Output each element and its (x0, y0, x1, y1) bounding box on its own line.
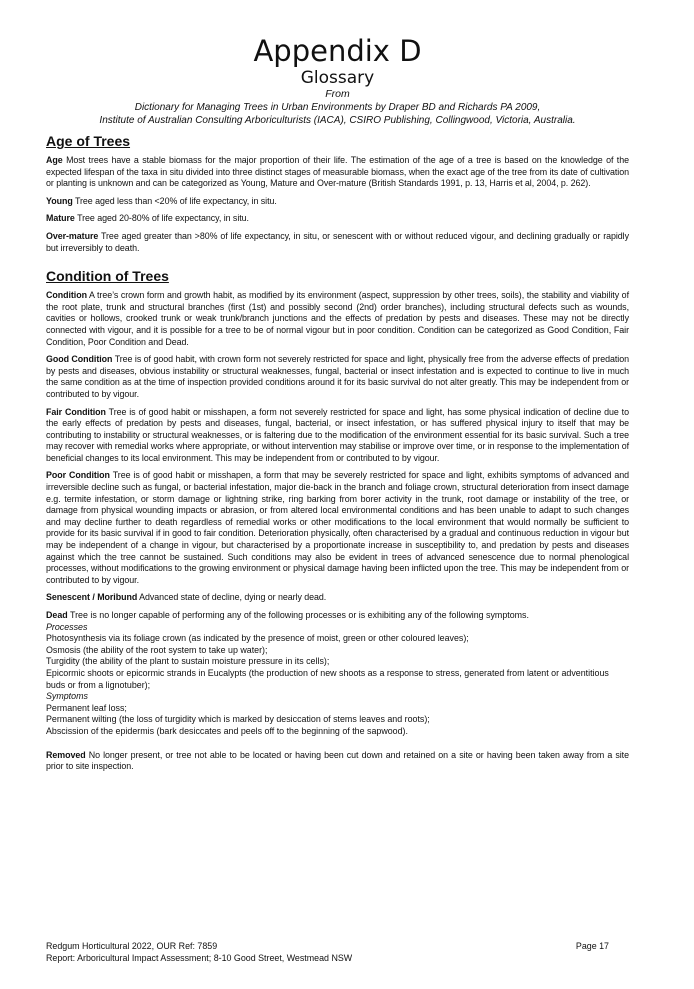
process-item: Turgidity (the ability of the plant to sustain moisture pressure in its cells); (46, 656, 330, 667)
page-footer (46, 940, 609, 964)
definition-good-condition: Tree is of good habit, with crown form not severely restricted for space and light, physically free from the adverse effects of predation by pests and diseases, obvious instability or structural weaknesses, fungal, bacterial or insect infestation and is expected to continue to live in much the same condition as at the time of inspection provided conditions around it for its basic survival do not alter greatly. This may be independent from or contributed to by vigour. (46, 354, 629, 399)
definition-age: Most trees have a stable biomass for the major proportion of their life. The estimation of the age of a tree is based on the knowledge of the expected lifespan of the taxa in situ divided into three distinct stages of measurable biomass, when the exact age of the tree from its date of cultivation or planting is unknown and can be categorized as Young, Mature and Over-mature (British Standards 1991, p. 13, Harris et al, 2004, p. 262). (46, 155, 629, 189)
definition-condition: A tree’s crown form and growth habit, as modified by its environment (aspect, suppression by other trees, soils), the stability and viability of the root plate, trunk and structural branches (first (1st) and possibly second (2nd) order branches), including structural defects such as wounds, cavities or hollows, crooked trunk or weak trunk/branch junctions and the effects of predation by pests and diseases. These may not be directly connected with vigour, and it is possible for a tree to be of normal vigour but in poor condition. Condition can be categorized as Good Condition, Fair Condition, Poor Condition and Dead. (46, 290, 629, 347)
term-removed: Removed (46, 749, 86, 760)
section-heading-age: Age of Trees (46, 133, 131, 149)
term-dead: Dead (46, 610, 68, 620)
glossary-entry-fair-condition (46, 407, 629, 465)
glossary-entry-mature (46, 213, 629, 225)
footer-row (46, 940, 609, 952)
process-item: Epicormic shoots or epicormic strands in Eucalypts (the production of new shoots as a response to stress, generated from latent or adventitious buds or from a lignotuber); (46, 667, 609, 690)
term-fair-condition: Fair Condition (46, 406, 106, 417)
source-from-label: From (325, 88, 350, 100)
glossary-entry-poor-condition (46, 470, 629, 586)
term-condition: Condition (46, 290, 87, 301)
glossary-entry-young (46, 196, 629, 208)
term-mature: Mature (46, 213, 75, 224)
definition-senescent: Advanced state of decline, dying or nearly dead. (139, 592, 327, 603)
definition-dead: Tree is no longer capable of performing any of the following processes or is exhibiting any of the following symptoms. (70, 610, 529, 620)
page-subtitle: Glossary (300, 68, 375, 88)
glossary-entry-removed (46, 750, 629, 773)
footer-company-ref: Redgum Horticultural 2022, OUR Ref: 7859 (46, 941, 218, 951)
section-heading-condition: Condition of Trees (46, 268, 169, 285)
definition-poor-condition: Tree is of good habit or misshapen, a form that may be severely restricted for space and light, exhibits symptoms of advanced and irreversible decline such as fungal, or bacterial infestation, major die-back in the branch and foliage crown, structural deterioration from insect damage e.g. termite infestation, or storm damage or lightning strike, ring barking from borer activity in the trunk, root damage or instability of the tree, or damage from physical wounding impacts or abrasion, or from altered local environmental conditions and has been unable to adapt to such changes and may decline further to death regardless of remedial works or other modifications to the local environment that would normally be sufficient to provide for its basic survival if in good to fair condition. Deterioration physically, often characterised by a gradual and continuous reduction in vigour but may be independent of a change in vigour, but characterised by a proportionate increase in susceptibility to, and predation by pests and diseases against which the tree cannot be sustained. Such conditions may also be evident in trees of advanced senescence due to normal phenological processes, without modifications to the growing environment or physical damage having been inflicted upon the tree. This may be independent from or contributed to by vigour. (46, 470, 629, 585)
process-item: Photosynthesis via its foliage crown (as indicated by the presence of moist, green or other coloured leaves); (46, 633, 469, 644)
definition-mature: Tree aged 20-80% of life expectancy, in situ. (77, 213, 249, 224)
glossary-entry-good-condition (46, 354, 629, 400)
glossary-entry-age (46, 155, 629, 190)
source-citation-line-1: Dictionary for Managing Trees in Urban Environments by Draper BD and Richards PA 2009, (134, 102, 541, 113)
symptom-item: Permanent wilting (the loss of turgidity which is marked by desiccation of stems leaves and roots); (46, 714, 430, 725)
term-age: Age (46, 155, 63, 165)
definition-fair-condition: Tree is of good habit or misshapen, a form not severely restricted for space and light, has some physical indication of decline due to the early effects of predation by pests and diseases, fungal, bacterial, or insect infestation, or has suffered physical injury to itself that may be contributing to instability or structural weaknesses, or is faltering due to the modification of the environment essential for its basic survival. Such a tree may recover with remedial works where appropriate, or without intervention may stabilise or improve over time, or in response to the implementation of beneficial changes to its local environment. This may be independent from or contributed to by vigour. (46, 406, 629, 463)
definition-over-mature: Tree aged greater than >80% of life expectancy, in situ, or senescent with or without reduced vigour, and declining gradually or rapidly but irreversibly to death. (46, 230, 629, 253)
footer-page-number: Page 17 (575, 941, 609, 951)
footer-report-title: Report: Arboricultural Impact Assessment; 8-10 Good Street, Westmead NSW (46, 953, 353, 963)
symptom-item: Abscission of the epidermis (bark desiccates and peels off to the beginning of the sapwood). (46, 725, 408, 736)
definition-removed: No longer present, or tree not able to be located or having been cut down and retained on a site or having been taken away from a site prior to site inspection. (46, 749, 629, 772)
glossary-entry-dead (46, 610, 629, 738)
process-item: Osmosis (the ability of the root system to take up water); (46, 644, 268, 655)
symptom-item: Permanent leaf loss; (46, 702, 127, 713)
dead-intro (46, 610, 629, 622)
glossary-entry-senescent (46, 592, 629, 604)
term-poor-condition: Poor Condition (46, 470, 110, 481)
processes-label: Processes (46, 621, 88, 632)
term-senescent: Senescent / Moribund (46, 592, 138, 603)
term-over-mature: Over-mature (46, 230, 99, 241)
symptoms-label: Symptoms (46, 691, 88, 702)
term-good-condition: Good Condition (46, 354, 113, 365)
page-title: Appendix D (253, 34, 422, 68)
source-citation-line-2: Institute of Australian Consulting Arboriculturists (IACA), CSIRO Publishing, Collingwood, Victoria, Australia. (99, 115, 576, 126)
glossary-entry-condition (46, 290, 629, 348)
document-page (46, 34, 629, 779)
term-young: Young (46, 195, 73, 206)
glossary-entry-over-mature (46, 231, 629, 254)
definition-young: Tree aged less than <20% of life expectancy, in situ. (74, 195, 277, 206)
